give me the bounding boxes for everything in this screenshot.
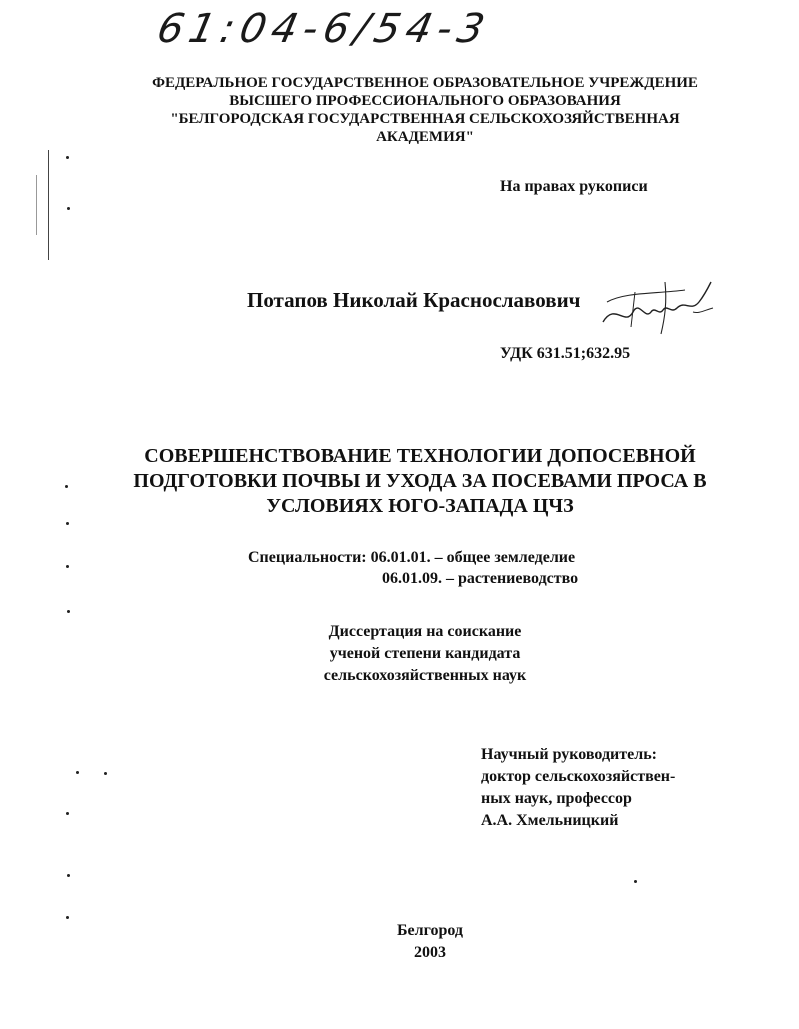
udk-code: УДК 631.51;632.95 <box>500 345 631 362</box>
scan-speck <box>67 207 70 210</box>
scan-speck <box>66 812 69 815</box>
dissertation-title <box>110 444 730 519</box>
supervisor-line: доктор сельскохозяйствен- <box>481 768 676 785</box>
signature <box>595 272 720 342</box>
year: 2003 <box>414 944 446 961</box>
institution-line: "БЕЛГОРОДСКАЯ ГОСУДАРСТВЕННАЯ СЕЛЬСКОХОЗЯЙСТВЕННАЯ <box>170 111 680 127</box>
dissertation-line: Диссертация на соискание <box>328 623 522 640</box>
supervisor-line: Научный руководитель: <box>481 746 657 763</box>
author-name: Потапов Николай Краснославович <box>247 288 581 312</box>
scan-speck <box>67 610 70 613</box>
scan-edge-line <box>48 150 49 260</box>
specialty-1: 06.01.01. – общее земледелие <box>370 549 576 566</box>
institution-line: АКАДЕМИЯ" <box>376 129 474 145</box>
scan-speck <box>104 772 107 775</box>
title-line: СОВЕРШЕНСТВОВАНИЕ ТЕХНОЛОГИИ ДОПОСЕВНОЙ <box>144 445 696 467</box>
scan-speck <box>65 485 68 488</box>
scan-speck <box>66 156 69 159</box>
title-line: ПОДГОТОВКИ ПОЧВЫ И УХОДА ЗА ПОСЕВАМИ ПРОСА В <box>133 470 707 492</box>
scan-speck <box>66 565 69 568</box>
scan-speck <box>76 771 79 774</box>
institution-block <box>100 74 750 146</box>
rights-note: На правах рукописи <box>500 178 648 195</box>
archive-code: 61:04-6/54-3 <box>153 6 495 52</box>
scan-speck <box>67 874 70 877</box>
scan-edge-line <box>36 175 37 235</box>
supervisor-line: А.А. Хмельницкий <box>481 812 619 829</box>
dissertation-info <box>280 621 570 687</box>
scan-speck <box>66 522 69 525</box>
specialties-label: Специальности: <box>248 549 367 566</box>
place-year <box>330 920 530 964</box>
specialties-line-1 <box>248 547 575 569</box>
supervisor-block <box>481 744 675 832</box>
city: Белгород <box>396 922 464 939</box>
scan-speck <box>634 880 637 883</box>
dissertation-line: ученой степени кандидата <box>329 645 521 662</box>
institution-line: ФЕДЕРАЛЬНОЕ ГОСУДАРСТВЕННОЕ ОБРАЗОВАТЕЛЬНОЕ УЧРЕЖДЕНИЕ <box>152 75 698 91</box>
supervisor-line: ных наук, профессор <box>481 790 632 807</box>
scan-speck <box>66 916 69 919</box>
specialty-2: 06.01.09. – растениеводство <box>382 570 579 587</box>
title-line: УСЛОВИЯХ ЮГО-ЗАПАДА ЦЧЗ <box>266 495 574 517</box>
dissertation-line: сельскохозяйственных наук <box>323 667 527 684</box>
institution-line: ВЫСШЕГО ПРОФЕССИОНАЛЬНОГО ОБРАЗОВАНИЯ <box>229 93 621 109</box>
